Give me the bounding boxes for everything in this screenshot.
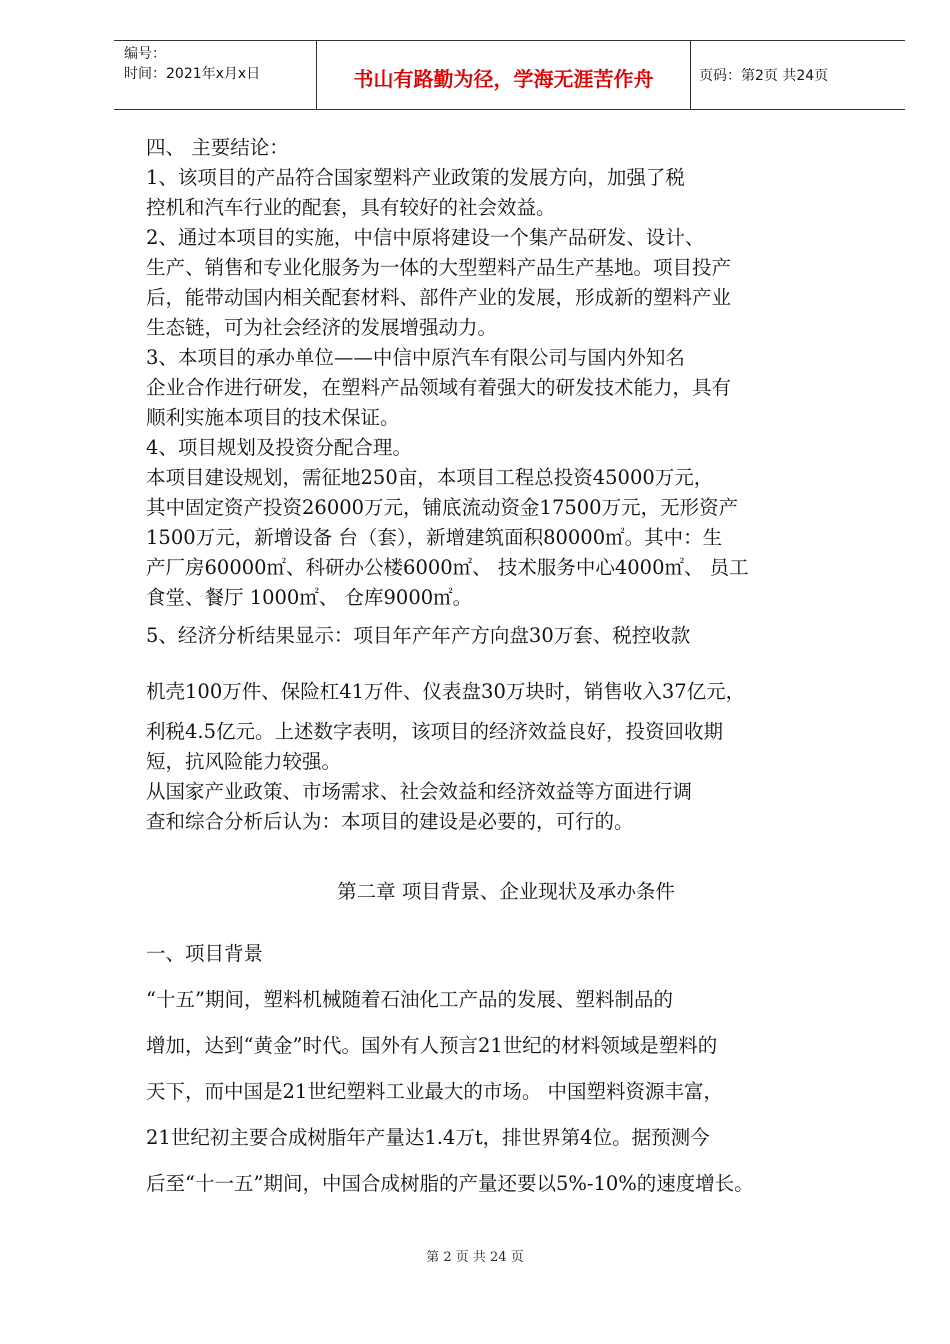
text-line: 生产、销售和专业化服务为一体的大型塑料产品生产基地。项目投产 xyxy=(146,256,732,279)
text-line: 3、本项目的承办单位——中信中原汽车有限公司与国内外知名 xyxy=(146,346,685,369)
motto: 书山有路勤为径，学海无涯苦作舟 xyxy=(353,67,654,91)
text-line: 其中固定资产投资26000万元，铺底流动资金17500万元，无形资产 xyxy=(146,496,739,519)
heading-conclusion: 四、 主要结论： xyxy=(146,136,289,159)
text-line: 天下，而中国是21世纪塑料工业最大的市场。 中国塑料资源丰富， xyxy=(146,1080,724,1103)
header-meta-cell xyxy=(114,41,317,109)
text-line: 1500万元，新增设备 台（套），新增建筑面积80000㎡。其中：生 xyxy=(146,526,723,549)
text-line: 2、通过本项目的实施，中信中原将建设一个集产品研发、设计、 xyxy=(146,226,705,249)
text-line: 1、该项目的产品符合国家塑料产业政策的发展方向，加强了税 xyxy=(146,166,685,189)
time-label: 时间：2021年x月x日 xyxy=(124,66,261,82)
text-line: 生态链，可为社会经济的发展增强动力。 xyxy=(146,316,498,339)
text-line: 后至“十一五”期间，中国合成树脂的产量还要以5%-10%的速度增长。 xyxy=(146,1172,754,1195)
page-info: 页码：第2页 共24页 xyxy=(699,68,829,84)
text-line: 4、项目规划及投资分配合理。 xyxy=(146,436,412,459)
page-header xyxy=(114,40,905,110)
page-footer: 第 2 页 共 24 页 xyxy=(426,1250,524,1265)
text-line: 本项目建设规划，需征地250亩，本项目工程总投资45000万元， xyxy=(146,466,714,489)
chapter-title: 第二章 项目背景、企业现状及承办条件 xyxy=(337,880,675,903)
text-line: 顺利实施本项目的技术保证。 xyxy=(146,406,400,429)
text-line: 5、经济分析结果显示：项目年产年产方向盘30万套、税控收款 xyxy=(146,624,691,647)
text-line: 从国家产业政策、市场需求、社会效益和经济效益等方面进行调 xyxy=(146,780,693,803)
header-page-cell xyxy=(691,41,905,109)
header-motto-cell xyxy=(317,41,691,109)
text-line: 查和综合分析后认为：本项目的建设是必要的，可行的。 xyxy=(146,810,634,833)
section-title: 一、项目背景 xyxy=(146,942,264,965)
text-line: “十五”期间，塑料机械随着石油化工产品的发展、塑料制品的 xyxy=(146,988,673,1011)
text-line: 短，抗风险能力较强。 xyxy=(146,750,342,773)
text-line: 利税4.5亿元。上述数字表明，该项目的经济效益良好，投资回收期 xyxy=(146,720,724,743)
text-line: 增加，达到“黄金”时代。国外有人预言21世纪的材料领域是塑料的 xyxy=(146,1034,718,1057)
serial-label: 编号： xyxy=(124,46,166,62)
text-line: 后，能带动国内相关配套材料、部件产业的发展，形成新的塑料产业 xyxy=(146,286,732,309)
text-line: 21世纪初主要合成树脂年产量达1.4万t，排世界第4位。据预测今 xyxy=(146,1126,710,1149)
text-line: 产厂房60000㎡、科研办公楼6000㎡、 技术服务中心4000㎡、 员工 xyxy=(146,556,749,579)
text-line: 控机和汽车行业的配套，具有较好的社会效益。 xyxy=(146,196,556,219)
text-line: 机壳100万件、保险杠41万件、仪表盘30万块时，销售收入37亿元， xyxy=(146,680,746,703)
text-line: 食堂、餐厅 1000㎡、 仓库9000㎡。 xyxy=(146,586,473,609)
text-line: 企业合作进行研发，在塑料产品领域有着强大的研发技术能力，具有 xyxy=(146,376,732,399)
